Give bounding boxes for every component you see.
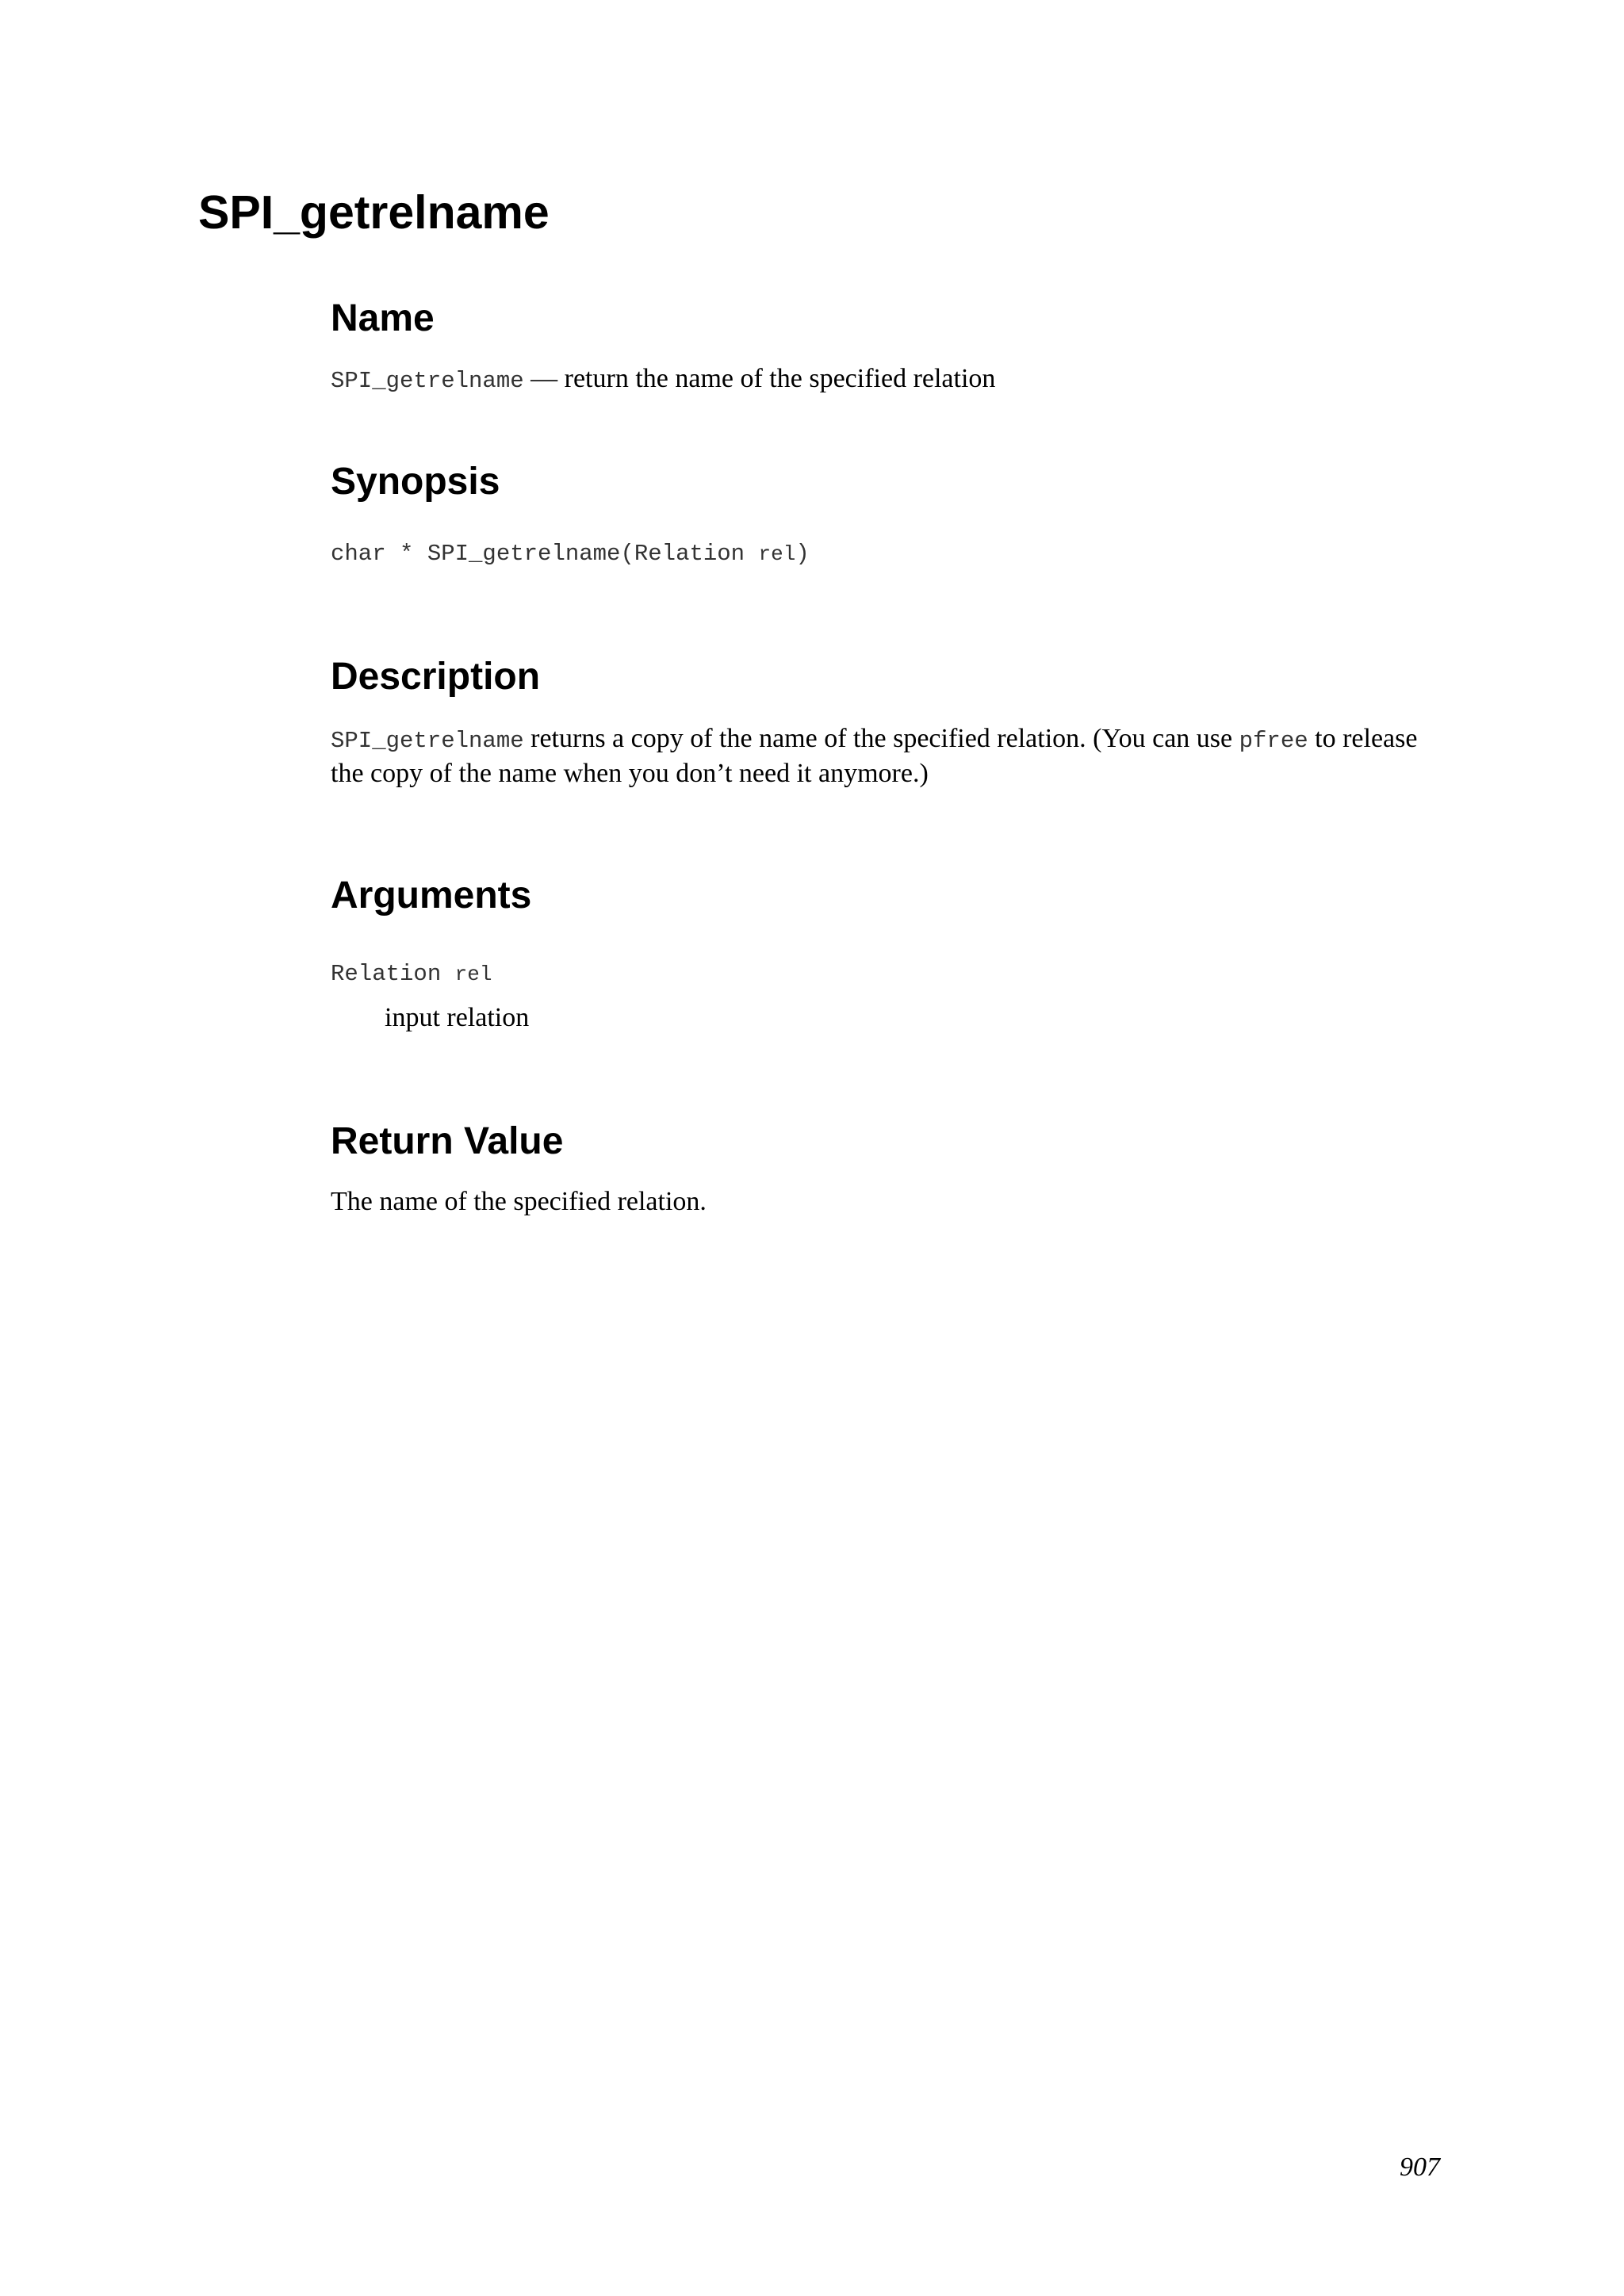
description-line-1 [331, 721, 1417, 759]
synopsis-param: rel [758, 542, 796, 566]
synopsis-code [331, 534, 810, 572]
description-section [331, 652, 1441, 788]
description-pfree: pfree [1239, 728, 1308, 754]
synopsis-section [331, 457, 1441, 567]
description-heading: Description [331, 656, 541, 698]
name-summary: — return the name of the specified relation [530, 364, 996, 393]
synopsis-heading: Synopsis [331, 461, 500, 503]
return-value-section [331, 1116, 1441, 1216]
arguments-heading: Arguments [331, 874, 532, 916]
synopsis-suffix: ) [795, 541, 810, 567]
argument-type: Relation [331, 961, 455, 987]
synopsis-prefix: char * SPI_getrelname(Relation [331, 541, 759, 567]
description-line-2: the copy of the name when you don’t need it anymore.) [331, 759, 929, 788]
description-text-1: returns a copy of the name of the specified relation. (You can use [523, 724, 1239, 753]
name-function: SPI_getrelname [331, 368, 524, 394]
return-value-heading: Return Value [331, 1120, 564, 1162]
name-section [331, 293, 1441, 394]
return-value-text: The name of the specified relation. [331, 1187, 707, 1216]
description-function: SPI_getrelname [331, 728, 524, 754]
name-line [331, 362, 995, 399]
argument-description: input relation [385, 1003, 530, 1032]
name-heading: Name [331, 297, 435, 339]
argument-name: rel [454, 962, 492, 986]
page-title: SPI_getrelname [198, 186, 550, 239]
description-text-2: to release [1308, 724, 1418, 753]
arguments-section [331, 871, 1441, 1032]
argument-term [331, 955, 492, 992]
page-number: 907 [1400, 2152, 1440, 2182]
